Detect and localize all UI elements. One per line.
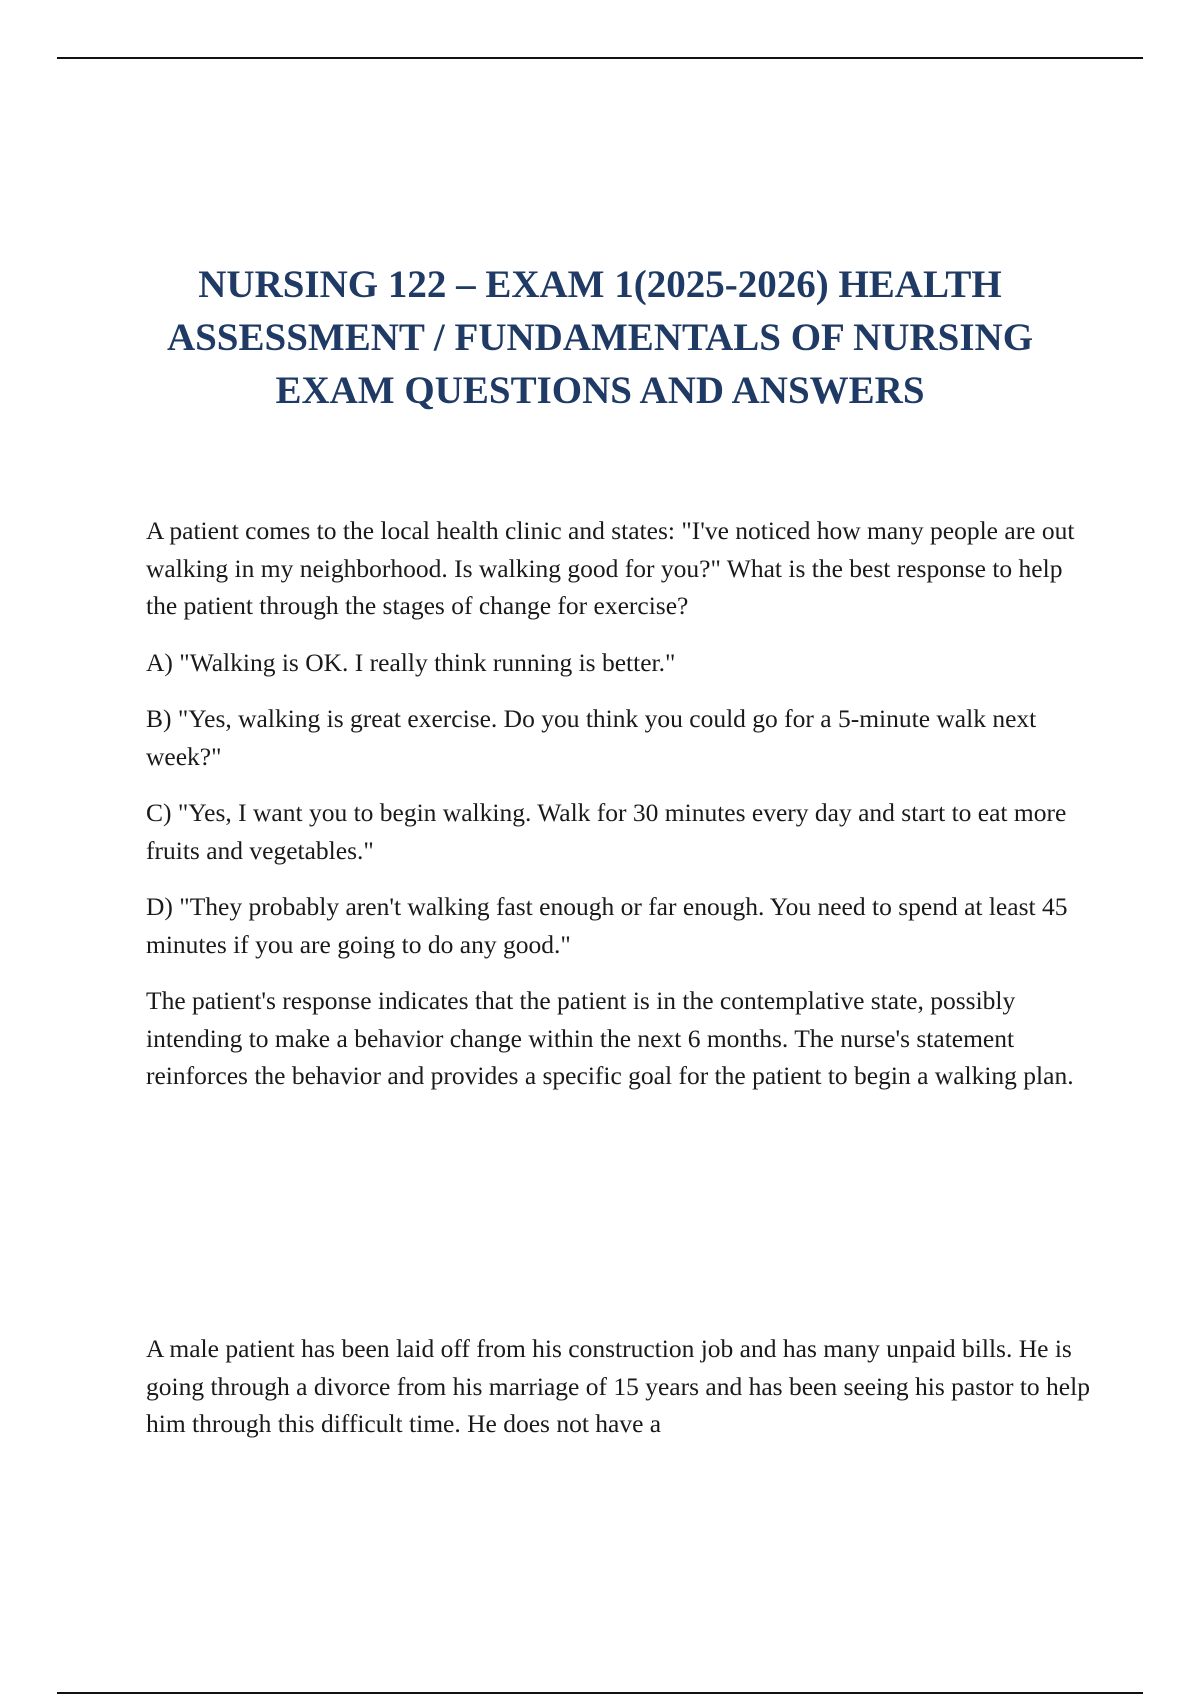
question-1-option-d: D) "They probably aren't walking fast enough or far enough. You need to spend at least 45 minutes if you are going to do any good." [146,892,1068,959]
question-1-option-a: A) "Walking is OK. I really think running is better." [146,647,676,677]
question-1 [146,512,1096,1114]
question-1-option-b: B) "Yes, walking is great exercise. Do you think you could go for a 5-minute walk next week?" [146,704,1037,771]
top-rule [57,57,1143,59]
question-1-stem: A patient comes to the local health clinic and states: "I've noticed how many people are out walking in my neighborhood. Is walking good for you?" What is the best response to help the patient through the stages of change for exercise? [146,516,1075,620]
question-1-option-c: C) "Yes, I want you to begin walking. Walk for 30 minutes every day and start to eat more fruits and vegetables." [146,798,1067,865]
bottom-rule [57,1692,1143,1694]
question-2-stem: A male patient has been laid off from his construction job and has many unpaid bills. He is going through a divorce from his marriage of 15 years and has been seeing his pastor to help him through this difficult time. He does not have a [146,1334,1090,1438]
document-title: NURSING 122 – EXAM 1(2025-2026) HEALTH ASSESSMENT / FUNDAMENTALS OF NURSING EXAM QUESTIONS AND ANSWERS [166,263,1034,412]
question-2 [146,1330,1096,1462]
question-1-rationale: The patient's response indicates that the patient is in the contemplative state, possibly intending to make a behavior change within the next 6 months. The nurse's statement reinforces the behavior and provides a specific goal for the patient to begin a walking plan. [146,986,1074,1090]
